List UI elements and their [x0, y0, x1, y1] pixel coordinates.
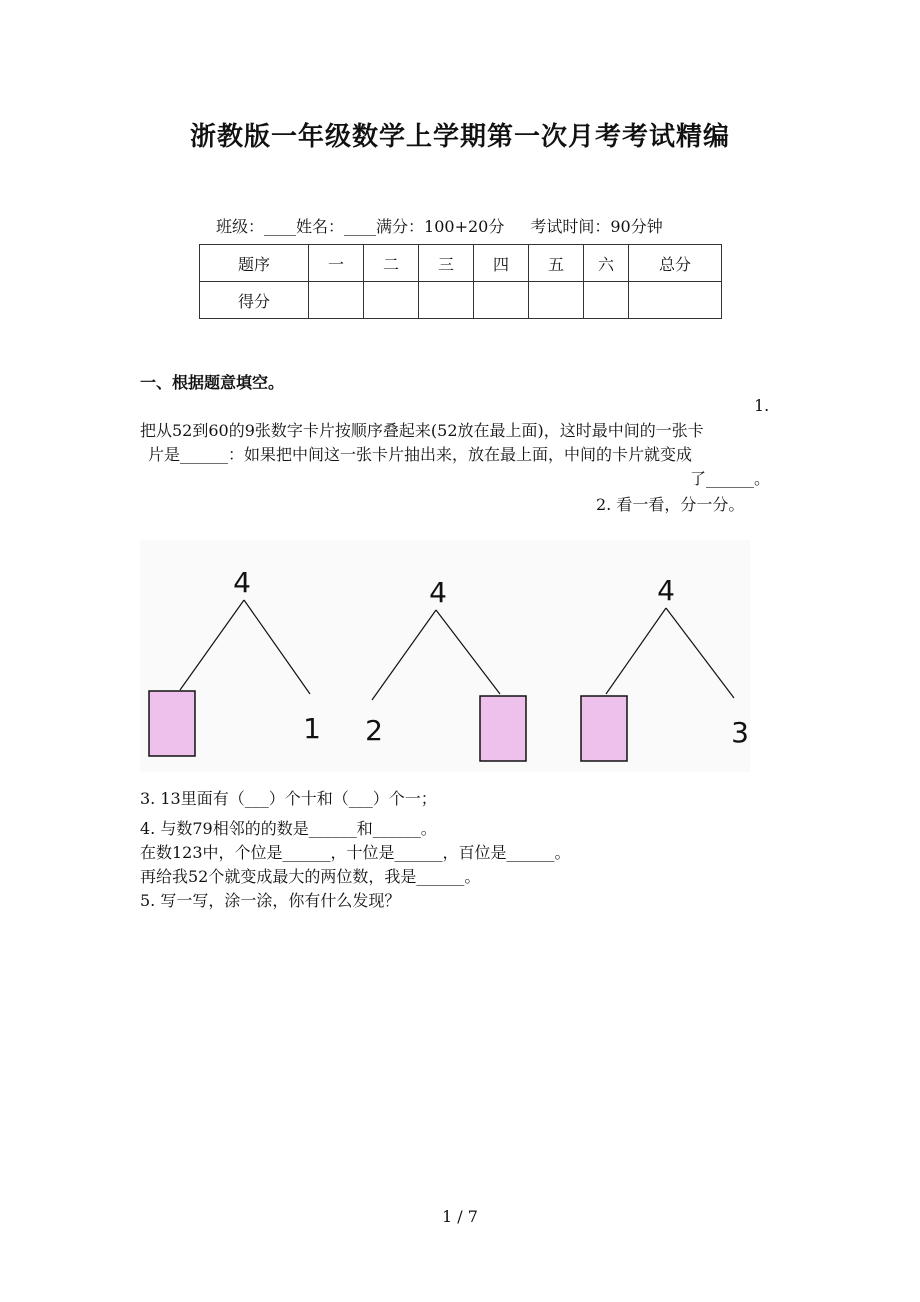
tree-2: [365, 576, 526, 761]
tree-2-left-branch: [372, 610, 436, 700]
row-label: 得分: [200, 282, 309, 319]
section-heading: 一、根据题意填空。: [140, 373, 285, 392]
number-split-figure: [140, 540, 750, 772]
tree-1-right-number: 1: [303, 712, 321, 745]
tree-3-answer-box[interactable]: [581, 696, 627, 761]
class-label: 班级：____: [216, 217, 297, 236]
score-table: [199, 244, 722, 319]
tree-3: [581, 574, 749, 761]
score-cell[interactable]: [364, 282, 419, 319]
name-label: 姓名：____: [296, 217, 377, 236]
header-cell: 四: [474, 245, 529, 282]
score-cell[interactable]: [474, 282, 529, 319]
tree-3-top: 4: [657, 574, 675, 607]
score-table-score-row: [200, 282, 722, 319]
score-cell[interactable]: [584, 282, 629, 319]
tree-2-answer-box[interactable]: [480, 696, 526, 761]
header-cell: 二: [364, 245, 419, 282]
header-cell: 三: [419, 245, 474, 282]
tree-2-top: 4: [429, 576, 447, 609]
score-cell[interactable]: [529, 282, 584, 319]
tree-3-right-number: 3: [731, 716, 749, 749]
tree-1: [149, 566, 321, 756]
q4-largest-two-digit: 再给我52个就变成最大的两位数，我是______。: [140, 867, 481, 886]
q4-ones-tens-hundreds: 在数123中，个位是______，十位是______，百位是______。: [140, 843, 571, 862]
page-number: 1 / 7: [442, 1207, 478, 1226]
full-score: 满分：100+20分: [376, 217, 505, 236]
tree-1-right-branch: [244, 600, 310, 694]
split-trees-svg: [140, 540, 750, 772]
tree-1-left-branch: [180, 600, 244, 690]
q1-number: 1.: [754, 396, 770, 415]
tree-2-right-branch: [436, 610, 500, 694]
q1-line2: 片是______：如果把中间这一张卡片抽出来，放在最上面，中间的卡片就变成: [148, 445, 693, 464]
exam-time: 考试时间：90分钟: [530, 217, 663, 236]
q4-text: 4. 与数79相邻的的数是______和______。: [140, 819, 437, 838]
tree-2-left-number: 2: [365, 714, 383, 747]
score-table-header-row: [200, 245, 722, 282]
header-cell: 五: [529, 245, 584, 282]
header-cell: 六: [584, 245, 629, 282]
tree-3-right-branch: [666, 608, 734, 698]
score-cell[interactable]: [419, 282, 474, 319]
q3-text: 3. 13里面有（___）个十和（___）个一；: [140, 789, 437, 808]
score-cell[interactable]: [309, 282, 364, 319]
q1-line1: 把从52到60的9张数字卡片按顺序叠起来(52放在最上面)，这时最中间的一张卡: [140, 421, 704, 440]
tree-1-top: 4: [233, 566, 251, 599]
q1-line3: 了______。: [690, 469, 771, 488]
score-cell[interactable]: [629, 282, 722, 319]
header-cell: 题序: [200, 245, 309, 282]
q5-text: 5. 写一写，涂一涂，你有什么发现？: [140, 891, 401, 910]
tree-1-answer-box[interactable]: [149, 691, 195, 756]
header-cell: 总分: [629, 245, 722, 282]
tree-3-left-branch: [606, 608, 666, 694]
page-title: 浙教版一年级数学上学期第一次月考考试精编: [189, 122, 730, 152]
header-cell: 一: [309, 245, 364, 282]
exam-info-line: [216, 214, 663, 237]
q2-text: 2. 看一看，分一分。: [596, 495, 745, 514]
